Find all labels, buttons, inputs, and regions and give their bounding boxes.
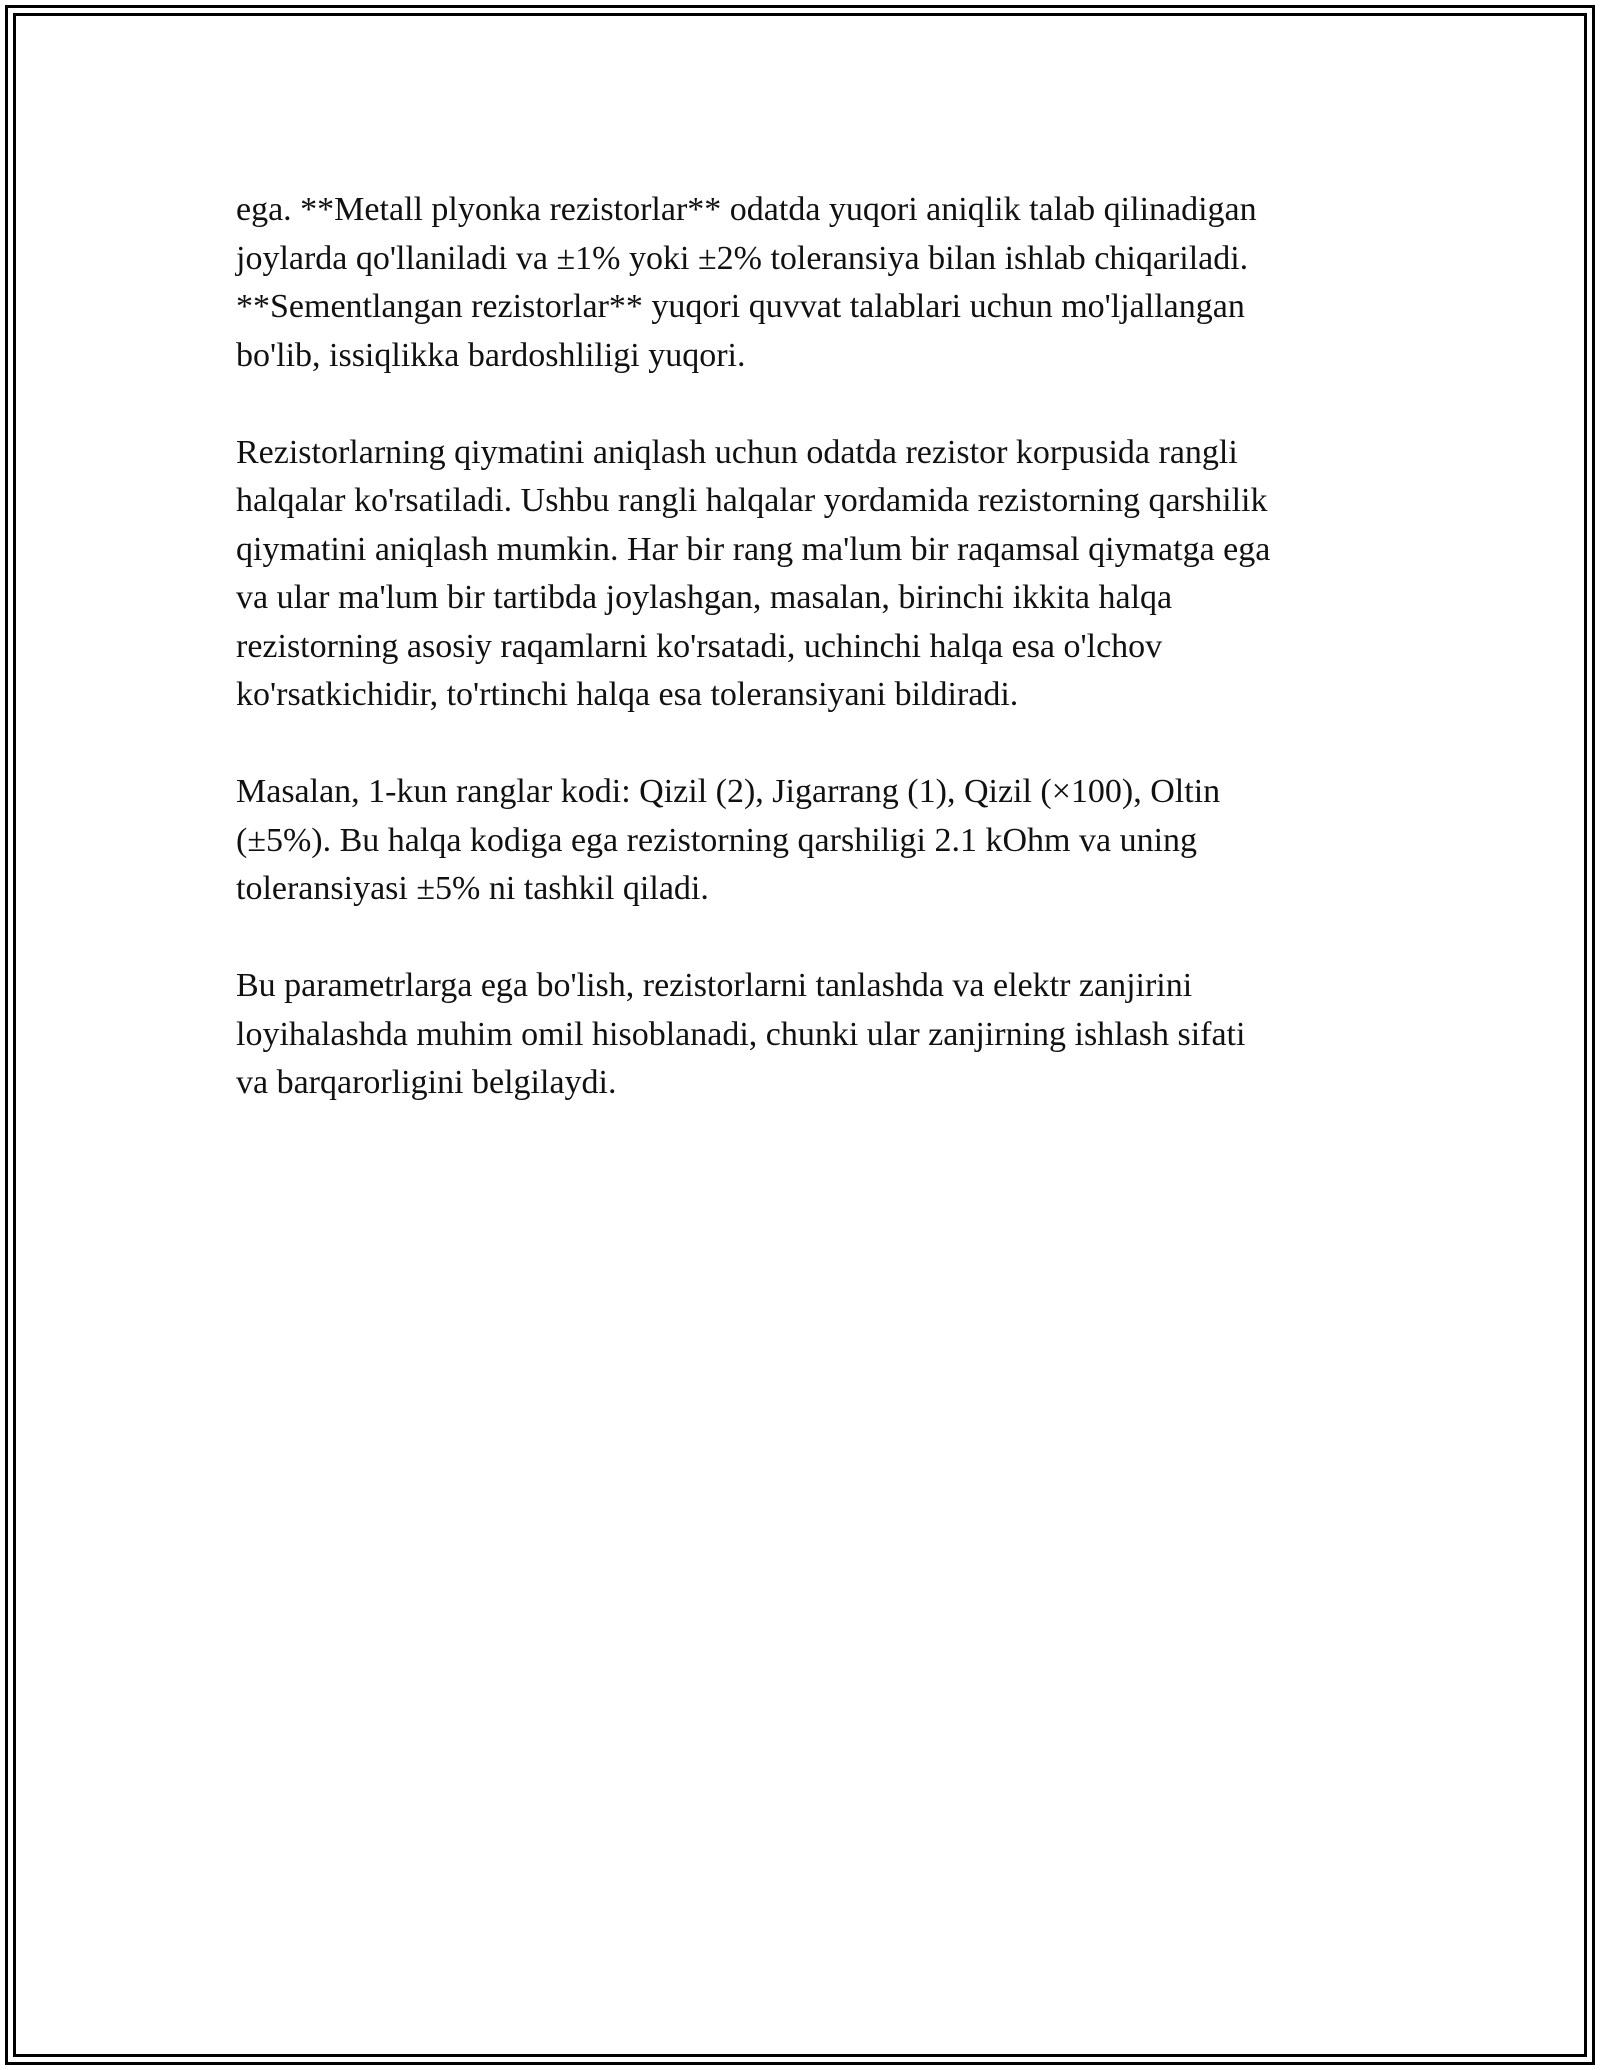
paragraph-color-bands: Rezistorlarning qiymatini aniqlash uchun odatda rezistor korpusida rangli halqalar ko'rsatiladi. Ushbu rangli halqalar yordamida rezistorning qarshilik qiymatini aniqlash mumkin. Har bir rang ma'lum bir raqamsal qiymatga ega va ular ma'lum bir tartibda joylashgan, masalan, birinchi ikkita halqa rezistorning asosiy raqamlarni ko'rsatadi, uchinchi halqa esa o'lchov ko'rsatkichidir, to'rtinchi halqa esa toleransiyani bildiradi.: [236, 433, 1271, 713]
paragraph-resistor-types: ega. **Metall plyonka rezistorlar** odatda yuqori aniqlik talab qilinadigan joylarda qo'llaniladi va ±1% yoki ±2% toleransiya bilan ishlab chiqariladi. **Sementlangan rezistorlar** yuqori quvvat talablari uchun mo'ljallangan bo'lib, issiqlikka bardoshliligi yuqori.: [236, 191, 1257, 374]
document-body: [236, 186, 1366, 1156]
paragraph-example: Masalan, 1-kun ranglar kodi: Qizil (2), Jigarrang (1), Qizil (×100), Oltin (±5%). Bu halqa kodiga ega rezistorning qarshiligi 2.1 kOhm va uning toleransiyasi ±5% ni tashkil qiladi.: [236, 773, 1221, 907]
paragraph-conclusion: Bu parametrlarga ega bo'lish, rezistorlarni tanlashda va elektr zanjirini loyihalashda muhim omil hisoblanadi, chunki ular zanjirning ishlash sifati va barqarorligini belgilaydi.: [236, 967, 1246, 1101]
